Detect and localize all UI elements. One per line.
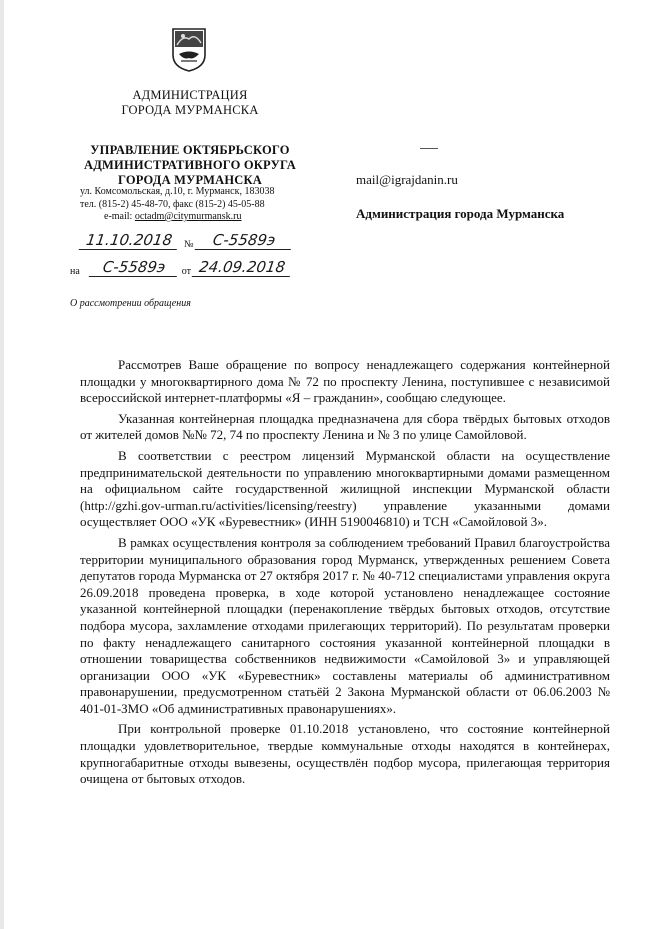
sender-contacts — [80, 186, 312, 224]
registration-row-incoming — [70, 259, 291, 277]
recipient-email: mail@igrajdanin.ru — [356, 172, 458, 187]
reference-date: 24.09.2018 — [192, 259, 293, 277]
reference-number: С-5589э — [89, 259, 180, 277]
dept-title-line2: АДМИНИСТРАТИВНОГО ОКРУГА — [84, 158, 296, 172]
sender-address: ул. Комсомольская, д.10, г. Мурманск, 183038 — [80, 186, 275, 197]
sender-header — [70, 88, 310, 188]
body-paragraph-1: Рассмотрев Ваше обращение по вопросу ненадлежащего содержания контейнерной площадки у многоквартирного дома № 72 по проспекту Ленина, поступившее с независимой всероссийской интернет-платформы «Я – гражданин», сообщаю следующее. — [80, 357, 610, 406]
sender-phones: тел. (815-2) 45-48-70, факс (815-2) 45-05-88 — [80, 198, 265, 210]
admin-title-line1: АДМИНИСТРАЦИЯ — [132, 88, 248, 102]
body-paragraph-2: Указанная контейнерная площадка предназначена для сбора твёрдых бытовых отходов от жителей домов №№ 72, 74 по проспекту Ленина и № 3 по улице Самойловой. — [80, 410, 610, 443]
sender-email-link[interactable]: octadm@citymurmansk.ru — [134, 211, 242, 222]
recipient-addressee: Администрация города Мурманска — [356, 206, 565, 221]
outgoing-date: 11.10.2018 — [79, 232, 180, 250]
body-paragraph-5: При контрольной проверке 01.10.2018 установлено, что состояние контейнерной площадки удовлетворительное, твердые коммунальные отходы находятся в контейнерах, крупногабаритные отходы вывезены, осуществлён подбор мусора, прилегающая территория очищена от бытовых отходов. — [80, 721, 610, 787]
number-label: № — [184, 239, 194, 250]
dept-title-line1: УПРАВЛЕНИЕ ОКТЯБРЬСКОГО — [90, 143, 290, 157]
ot-label: от — [181, 266, 192, 277]
email-label: e-mail: — [104, 211, 135, 222]
page-edge — [0, 0, 4, 929]
admin-title-line2: ГОРОДА МУРМАНСКА — [121, 103, 259, 117]
body-paragraph-3: В соответствии с реестром лицензий Мурманской области на осуществление предпринимательской деятельности по управлению многоквартирными домами размещенном на официальном сайте государственной жилищной инспекции Мурманской области (http://gzhi.gov-urman.ru/activities/licensing/reestry) управление указанными домами осуществляет ООО «УК «Буревестник» (ИНН 5190046810) и ТСН «Самойловой 3». — [80, 447, 610, 530]
body-paragraph-4: В рамках осуществления контроля за соблюдением требований Правил благоустройства территории муниципального образования город Мурманск, утвержденных решением Совета депутатов города Мурманска от 27 октября 2017 г. № 40-712 специалистами управления округа 26.09.2018 проведена проверка, в ходе которой установлено ненадлежащее состояние указанной контейнерной площадки (перенакопление твёрдых бытовых отходов, отсутствие подбора мусора, захламление отходами прилегающих территорий). По результатам проверки по факту ненадлежащего санитарного состояния указанной контейнерной площадки в отношении товарищества собственников недвижимости «Самойловой 3» и управляющей организации ООО «УК «Буревестник» составлены материалы об административном правонарушении, предусмотренном статьёй 2 Закона Мурманской области от 06.06.2003 № 401-01-ЗМО «Об административных правонарушениях». — [80, 534, 610, 716]
coat-of-arms-icon — [171, 27, 207, 73]
dept-title-line3: ГОРОДА МУРМАНСКА — [117, 173, 262, 187]
letter-body — [80, 357, 610, 792]
letter-subject: О рассмотрении обращения — [70, 298, 191, 309]
registration-row-outgoing — [80, 232, 292, 250]
na-label: на — [70, 266, 80, 277]
outgoing-number: С-5589э — [194, 232, 293, 250]
corner-mark — [420, 148, 438, 149]
